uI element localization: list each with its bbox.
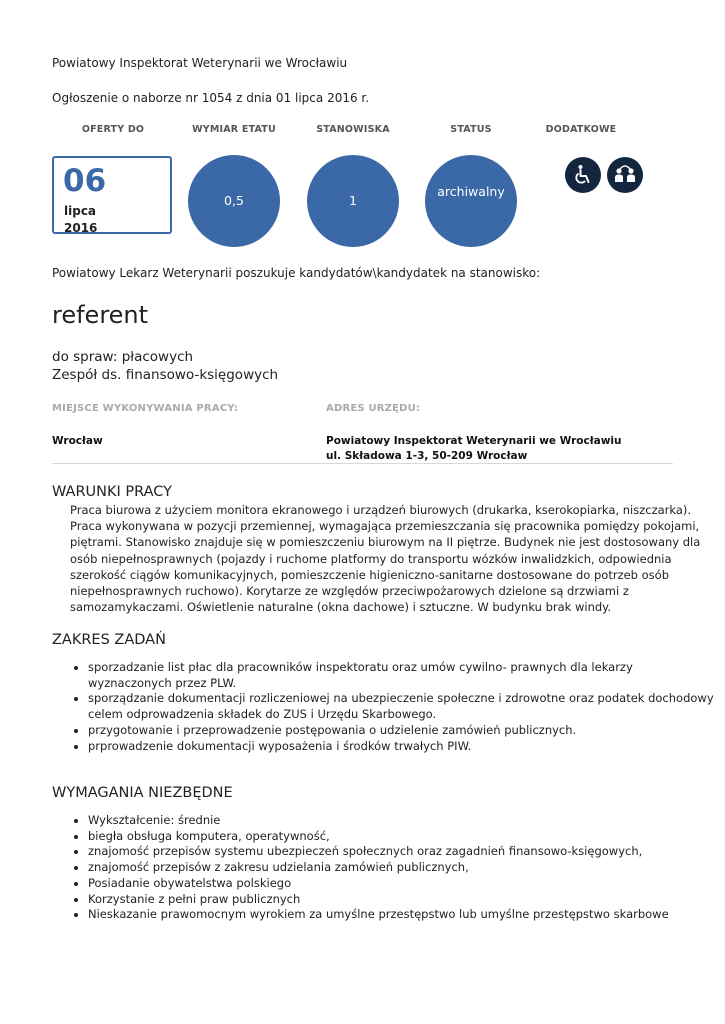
deadline-year: 2016 [64, 221, 98, 235]
position-title: referent [52, 301, 149, 329]
deadline-label: OFERTY DO [81, 124, 145, 135]
extras-label: DODATKOWE [545, 124, 617, 135]
fte-label: WYMIAR ETATU [192, 124, 276, 135]
department-line-2: Zespół ds. finansowo-księgowych [52, 367, 279, 383]
fte-value: 0,5 [224, 193, 244, 208]
list-item: • przygotowanie i przeprowadzenie postępowania o udzielenie zamówień publicznych. [88, 723, 714, 739]
divider [52, 463, 673, 464]
conditions-line: szerokość ciągów komunikacyjnych, pomieszczenie higieniczno-sanitarne dostosowane do potrzeb osób [70, 567, 669, 582]
conditions-line: Praca wykonywana w pozycji przemiennej, wymagająca przemieszczania się pracownika pomiędzy pokojami, [70, 519, 700, 534]
list-item: • Posiadanie obywatelstwa polskiego [88, 876, 669, 892]
positions-value: 1 [349, 193, 357, 208]
fte-circle [188, 155, 280, 247]
list-item: • Korzystanie z pełni praw publicznych [88, 892, 669, 908]
address-label: ADRES URZĘDU: [326, 403, 421, 414]
list-item: • prprowadzenie dokumentacji wyposażenia i środków trwałych PIW. [88, 739, 714, 755]
status-label: STATUS [450, 124, 492, 135]
workplace-label: MIEJSCE WYKONYWANIA PRACY: [52, 403, 239, 414]
conditions-text [70, 502, 701, 615]
deadline-month: lipca [64, 204, 97, 218]
duties-heading: ZAKRES ZADAŃ [52, 632, 166, 648]
status-circle [425, 155, 517, 247]
list-item: • biegła obsługa komputera, operatywność, [88, 829, 669, 845]
requirements-heading: WYMAGANIA NIEZBĘDNE [52, 785, 233, 801]
requirements-list [52, 813, 669, 923]
duties-list [52, 660, 714, 754]
status-value: archiwalny [437, 184, 505, 199]
people-icon [607, 157, 643, 193]
address-line-2: ul. Składowa 1-3, 50-209 Wrocław [326, 450, 528, 462]
list-item: • sporządzanie dokumentacji rozliczeniowej na ubezpieczenie społeczne i zdrowotne oraz podatek dochodowy celem odprowadzenia składek do ZUS i Urzędu Skarbowego. [88, 691, 714, 722]
conditions-line: piętrami. Stanowisko znajduje się w pomieszczeniu biurowym na II piętrze. Budynek nie jest dostosowany dla [70, 535, 701, 550]
conditions-heading: WARUNKI PRACY [52, 484, 173, 500]
list-item: • znajomość przepisów z zakresu udzielania zamówień publicznych, [88, 860, 669, 876]
announcement-title: Ogłoszenie o naborze nr 1054 z dnia 01 lipca 2016 r. [52, 91, 370, 105]
department-line-1: do spraw: płacowych [52, 349, 194, 365]
wheelchair-icon [565, 157, 601, 193]
deadline-date-box [52, 156, 172, 234]
list-item: • sporzadzanie list płac dla pracowników inspektoratu oraz umów cywilno- prawnych dla lekarzy wyznaczonych przez PLW. [88, 660, 714, 691]
positions-label: STANOWISKA [316, 124, 390, 135]
conditions-line: niepełnosprawnych ruchowo). Korytarze ze względów przeciwpożarowych dzielone są drzwiami z [70, 584, 629, 599]
list-item: • Nieskazanie prawomocnym wyrokiem za umyślne przestępstwo lub umyślne przestępstwo skarbowe [88, 907, 669, 923]
conditions-line: Praca biurowa z użyciem monitora ekranowego i urządzeń biurowych (drukarka, kserokopiarka, niszczarka). [70, 503, 692, 517]
list-item: • Wykształcenie: średnie [88, 813, 669, 829]
office-name: Powiatowy Inspektorat Weterynarii we Wrocławiu [52, 56, 348, 70]
lead-text: Powiatowy Lekarz Weterynarii poszukuje kandydatów\kandydatek na stanowisko: [52, 266, 541, 280]
list-item: • znajomość przepisów systemu ubezpieczeń społecznych oraz zagadnień finansowo-księgowych, [88, 844, 669, 860]
conditions-line: osób niepełnosprawnych (pojazdy i ruchome platformy do transportu wózków inwalidzkich, odpowiednia [70, 551, 672, 566]
positions-circle [307, 155, 399, 247]
workplace-value: Wrocław [52, 435, 103, 447]
address-line-1: Powiatowy Inspektorat Weterynarii we Wrocławiu [326, 435, 622, 447]
conditions-line: samozamykaczami. Oświetlenie naturalne (okna dachowe) i sztuczne. W budynku brak windy. [70, 600, 611, 615]
deadline-day: 06 [63, 163, 107, 199]
